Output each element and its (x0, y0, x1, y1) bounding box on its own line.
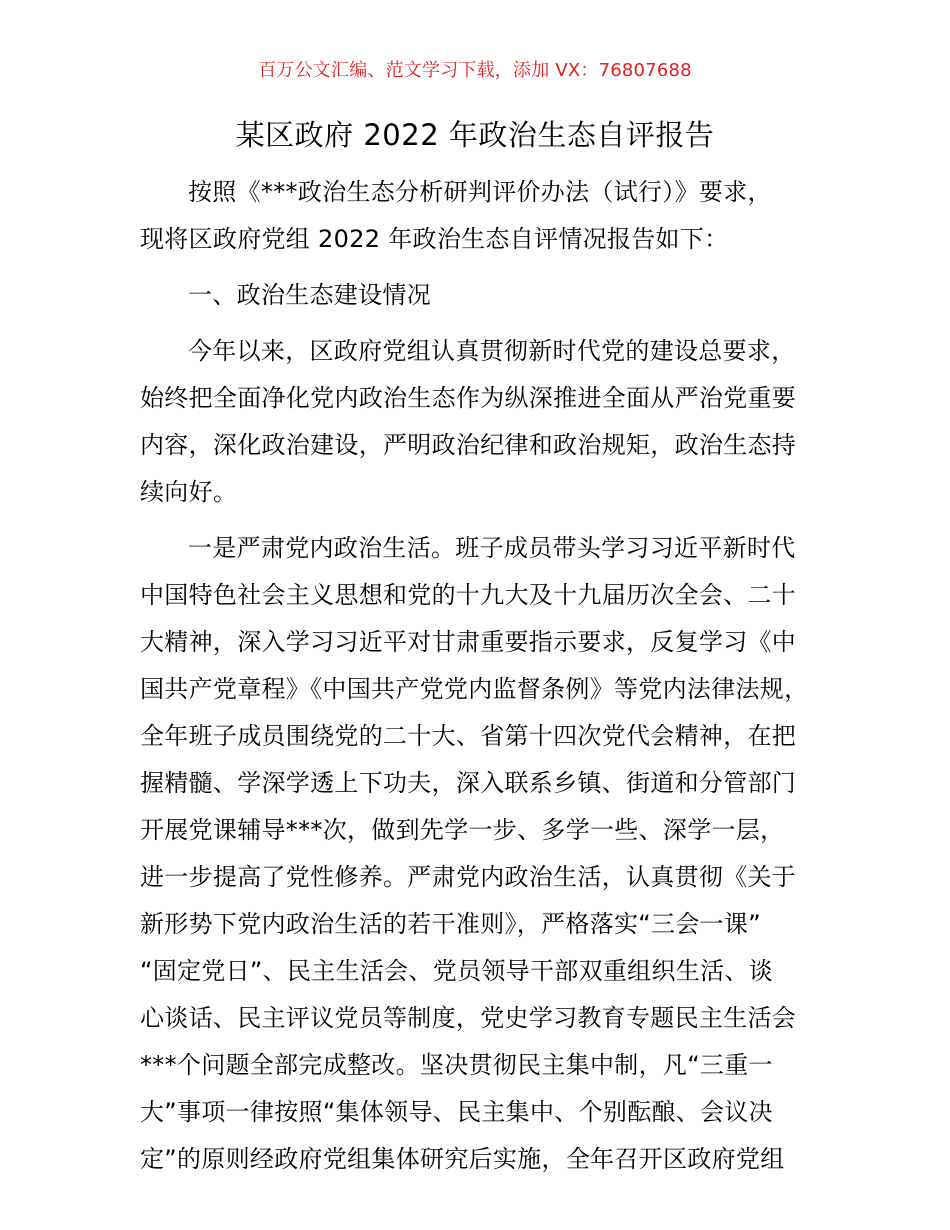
paragraph-line: 一是严肃党内政治生活。班子成员带头学习习近平新时代 (188, 534, 796, 562)
paragraph-line: 定”的原则经政府党组集体研究后实施，全年召开区政府党组 (140, 1145, 785, 1173)
paragraph-line: 内容，深化政治建设，严明政治纪律和政治规矩，政治生态持 (140, 431, 797, 459)
paragraph-line: 全年班子成员围绕党的二十大、省第十四次党代会精神，在把 (140, 722, 797, 750)
paragraph-line: 握精髓、学深学透上下功夫，深入联系乡镇、街道和分管部门 (140, 769, 797, 797)
paragraph-line: 进一步提高了党性修养。严肃党内政治生活，认真贯彻《关于 (140, 863, 797, 891)
paragraph-line: 开展党课辅导***次，做到先学一步、多学一些、深学一层， (140, 816, 785, 844)
paragraph-line: 续向好。 (140, 478, 238, 506)
paragraph-line: 新形势下党内政治生活的若干准则》，严格落实“三会一课” (140, 910, 761, 938)
paragraph-line: 现将区政府党组 2022 年政治生态自评情况报告如下： (140, 225, 729, 253)
paragraph-line: 心谈话、民主评议党员等制度，党史学习教育专题民主生活会 (140, 1004, 797, 1032)
section-heading: 一、政治生态建设情况 (188, 281, 431, 309)
paragraph-line: 今年以来，区政府党组认真贯彻新时代党的建设总要求， (188, 337, 796, 365)
watermark-banner: 百万公文汇编、范文学习下载，添加 VX：76807688 (258, 60, 692, 81)
paragraph-line: 国共产党章程》《中国共产党党内监督条例》等党内法律法规， (140, 675, 809, 703)
paragraph-line: 中国特色社会主义思想和党的十九大及十九届历次全会、二十 (140, 581, 797, 609)
document-title: 某区政府 2022 年政治生态自评报告 (235, 118, 715, 152)
paragraph-line: 始终把全面净化党内政治生态作为纵深推进全面从严治党重要 (140, 384, 797, 412)
paragraph-line: 按照《***政治生态分析研判评价办法（试行）》要求， (188, 178, 772, 206)
paragraph-line: “固定党日”、民主生活会、党员领导干部双重组织生活、谈 (140, 957, 773, 985)
paragraph-line: 大”事项一律按照“集体领导、民主集中、个别酝酿、会议决 (140, 1098, 773, 1126)
paragraph-line: 大精神，深入学习习近平对甘肃重要指示要求，反复学习《中 (140, 628, 797, 656)
paragraph-line: ***个问题全部完成整改。坚决贯彻民主集中制，凡“三重一 (140, 1051, 773, 1079)
document-body (140, 169, 815, 1183)
